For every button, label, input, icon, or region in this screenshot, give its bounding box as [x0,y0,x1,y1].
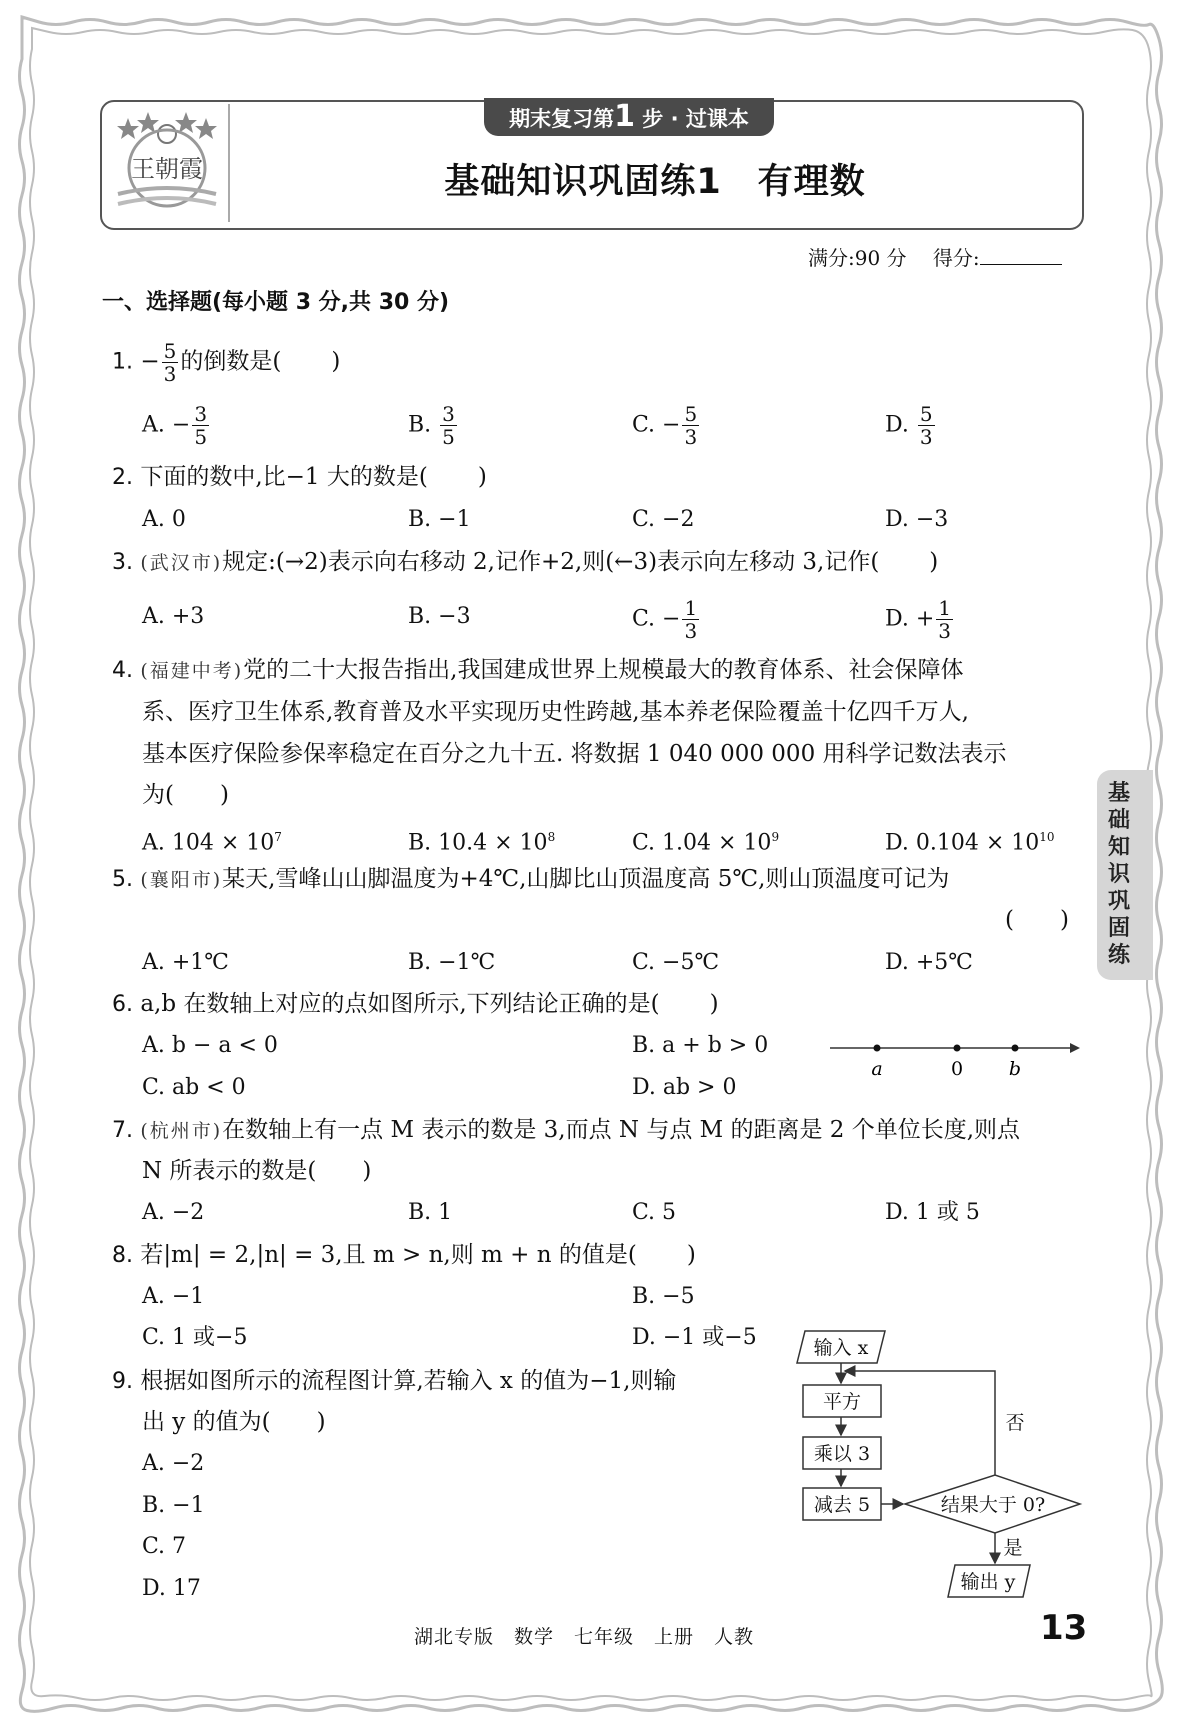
question-4-line-3: 基本医疗保险参保率稳定在百分之九十五. 将数据 1 040 000 000 用科学记数法表示 [142,741,1007,767]
q8-option-b[interactable]: B. −5 [632,1284,695,1309]
q3-option-c[interactable]: C. − $\frac{1}{3}$ [632,596,698,643]
flow-condition-label: 结果大于 0? [940,1494,1046,1516]
q5-option-b[interactable]: B. −1℃ [408,950,496,975]
point-zero [954,1045,961,1052]
point-b [1012,1045,1019,1052]
question-4: 4. (福建中考)党的二十大报告指出,我国建成世界上规模最大的教育体系、社会保障体 [112,657,964,683]
q7-option-b[interactable]: B. 1 [408,1200,453,1225]
score-line [808,242,1062,271]
got-score-label: 得分: [932,246,980,270]
q6-option-a[interactable]: A. b − a < 0 [142,1033,278,1058]
q3-option-a[interactable]: A. +3 [142,604,205,629]
series-label-prefix: 期末复习第 [509,107,615,131]
q8-option-a[interactable]: A. −1 [142,1284,205,1309]
flow-yes-label: 是 [1003,1537,1023,1559]
question-4-line-4: 为( ) [142,782,229,808]
q6-option-b[interactable]: B. a + b > 0 [632,1033,769,1058]
q1-fraction: $\frac{5}{3}$ [163,339,177,386]
label-b: b [1008,1058,1022,1080]
section-title: 一、选择题(每小题 3 分,共 30 分) [102,290,450,315]
question-1: 1. − $\frac{5}{3}$ 的倒数是( ) [112,339,341,386]
footer-info: 湖北专版 数学 七年级 上册 人教 [414,1626,755,1648]
q1-option-c[interactable]: C. − $\frac{5}{3}$ [632,402,698,449]
page-title: 基础知识巩固练1 有理数 [444,162,866,202]
q2-option-b[interactable]: B. −1 [408,507,471,532]
flow-minus5-label: 减去 5 [813,1494,871,1516]
series-label-tab [484,98,774,136]
flow-no-label: 否 [1005,1412,1025,1434]
question-8: 8. 若|m| = 2,|n| = 3,且 m > n,则 m + n 的值是( ) [112,1242,696,1268]
q3-option-b[interactable]: B. −3 [408,604,471,629]
q4-option-d[interactable]: D. $0.104 \times 10^{10}$ [885,830,1055,856]
question-3: 3. (武汉市)规定:(→2)表示向右移动 2,记作+2,则(←3)表示向左移动 3,记作( ) [112,549,939,575]
question-5: 5. (襄阳市)某天,雪峰山山脚温度为+4℃,山脚比山顶温度高 5℃,则山顶温度可记为 [112,866,950,892]
q6-option-c[interactable]: C. ab < 0 [142,1075,246,1100]
q9-option-c[interactable]: C. 7 [142,1534,187,1559]
flow-times3-label: 乘以 3 [813,1443,871,1465]
q1-option-a[interactable]: A. − $\frac{3}{5}$ [142,402,208,449]
page-number: 13 [1040,1608,1088,1648]
q4-option-c[interactable]: C. $1.04 \times 10^9$ [632,830,780,856]
q9-option-a[interactable]: A. −2 [142,1451,205,1476]
question-2: 2. 下面的数中,比−1 大的数是( ) [112,464,487,490]
flow-input-label: 输入 x [813,1337,869,1359]
score-blank[interactable] [980,264,1062,265]
q2-option-a[interactable]: A. 0 [142,507,186,532]
flow-square-label: 平方 [822,1391,862,1413]
q2-option-c[interactable]: C. −2 [632,507,695,532]
q5-option-a[interactable]: A. +1℃ [142,950,229,975]
q1-option-b[interactable]: B. $\frac{3}{5}$ [408,402,455,449]
point-a [874,1045,881,1052]
question-7-line-2: N 所表示的数是( ) [142,1158,372,1184]
series-label-suffix: 步 · 过课本 [642,107,749,131]
question-4-line-2: 系、医疗卫生体系,教育普及水平实现历史性跨越,基本养老保险覆盖十亿四千万人, [142,699,969,725]
q4-option-b[interactable]: B. $10.4 \times 10^8$ [408,830,556,856]
q7-option-c[interactable]: C. 5 [632,1200,677,1225]
q3-option-d[interactable]: D. + $\frac{1}{3}$ [885,596,952,643]
question-5-answer-paren: ( ) [1005,907,1069,933]
question-9: 9. 根据如图所示的流程图计算,若输入 x 的值为−1,则输 [112,1368,677,1394]
q9-option-d[interactable]: D. 17 [142,1576,201,1601]
q8-option-c[interactable]: C. 1 或−5 [142,1325,248,1350]
flow-output-label: 输出 y [960,1571,1016,1593]
q5-option-d[interactable]: D. +5℃ [885,950,973,975]
q2-option-d[interactable]: D. −3 [885,507,949,532]
side-tab-label: 基础知识巩固练 [1108,781,1131,968]
q9-option-b[interactable]: B. −1 [142,1493,205,1518]
full-score: 满分:90 分 [808,246,907,270]
label-zero: 0 [950,1058,964,1080]
flowchart-diagram [795,1325,1090,1605]
number-line-diagram [825,1030,1085,1080]
question-9-line-2: 出 y 的值为( ) [142,1409,326,1435]
q7-option-d[interactable]: D. 1 或 5 [885,1200,980,1225]
question-7: 7. (杭州市)在数轴上有一点 M 表示的数是 3,而点 N 与点 M 的距离是 2 个单位长度,则点 [112,1117,1021,1143]
q1-option-d[interactable]: D. $\frac{5}{3}$ [885,402,933,449]
question-6: 6. a,b 在数轴上对应的点如图所示,下列结论正确的是( ) [112,991,719,1017]
q6-option-d[interactable]: D. ab > 0 [632,1075,737,1100]
brand-logo [108,104,226,222]
label-a: a [871,1058,883,1080]
q4-option-a[interactable]: A. $104 \times 10^7$ [142,830,282,856]
q8-option-d[interactable]: D. −1 或−5 [632,1325,757,1350]
q5-option-c[interactable]: C. −5℃ [632,950,720,975]
series-label-num: 1 [614,99,635,134]
q7-option-a[interactable]: A. −2 [142,1200,205,1225]
logo-text: 王朝霞 [131,155,203,183]
